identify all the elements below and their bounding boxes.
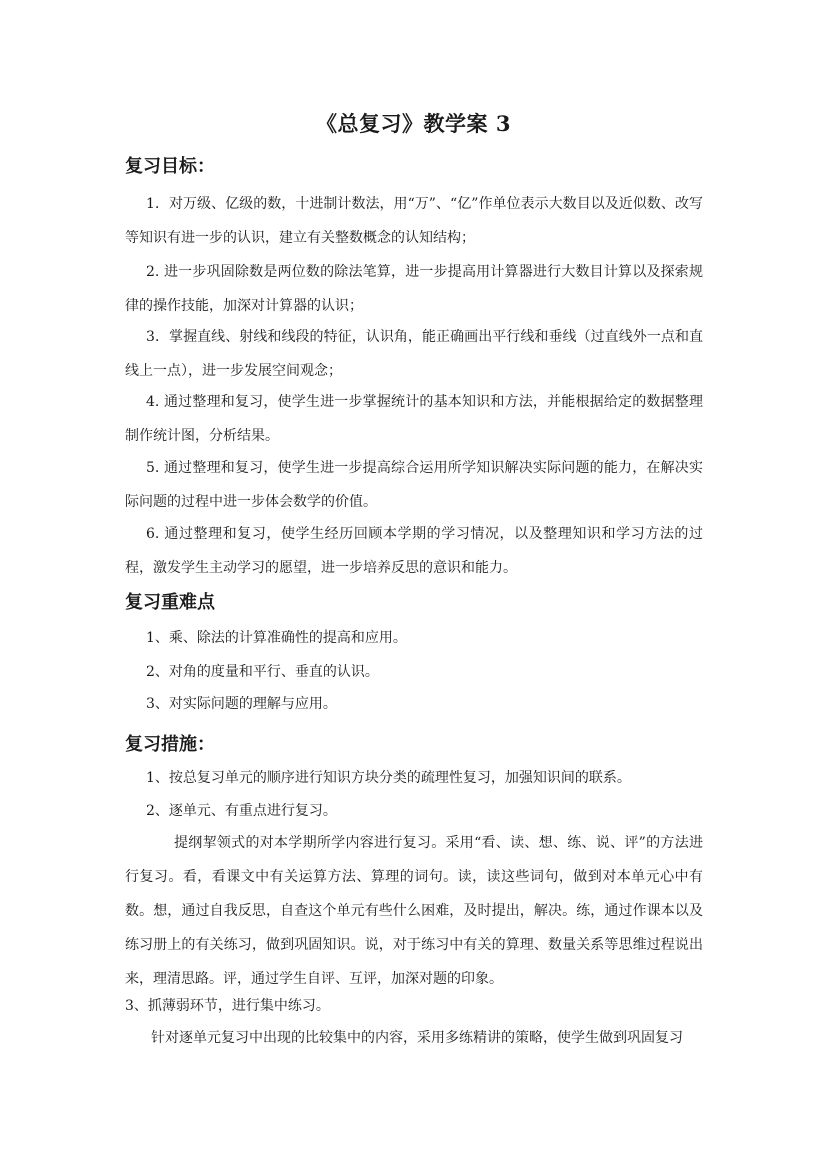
measure-item-3-detail: 针对逐单元复习中出现的比较集中的内容，采用多练精讲的策略，使学生做到巩固复习 (151, 1030, 683, 1046)
goal-item-3: 3．掌握直线、射线和线段的特征，认识角，能正确画出平行线和垂线（过直线外一点和直线上一点），进一步发展空间观念； (125, 329, 703, 379)
document-title: 《总复习》教学案 3 (316, 111, 511, 136)
measures-heading: 复习措施： (125, 734, 215, 755)
key-points-heading: 复习重难点 (125, 592, 215, 613)
measure-item-1: 1、按总复习单元的顺序进行知识方块分类的疏理性复习，加强知识间的联系。 (146, 770, 631, 786)
goal-item-4: 4. 通过整理和复习，使学生进一步掌握统计的基本知识和方法，并能根据给定的数据整理制作统计图，分析结果。 (125, 394, 703, 444)
measure-item-2: 2、逐单元、有重点进行复习。 (146, 803, 337, 819)
key-point-item-1: 1、乘、除法的计算准确性的提高和应用。 (146, 630, 407, 646)
goal-item-1: 1．对万级、亿级的数，十进制计数法，用“万”、“亿”作单位表示大数目以及近似数、改写等知识有进一步的认识，建立有关整数概念的认知结构； (125, 196, 703, 246)
key-point-item-2: 2、对角的度量和平行、垂直的认识。 (146, 664, 379, 680)
measure-item-2-detail: 提纲挈领式的对本学期所学内容进行复习。采用“看、读、想、练、说、评”的方法进行复习。看，看课文中有关运算方法、算理的词句。读，读这些词句，做到对本单元心中有数。想，通过自我反思，自查这个单元有些什么困难，及时提出，解决。练，通过作课本以及练习册上的有关练习，做到巩固知识。说，对于练习中有关的算理、数量关系等思维过程说出来，理清思路。评，通过学生自评、互评，加深对题的印象。 (125, 835, 703, 987)
goal-item-2: 2. 进一步巩固除数是两位数的除法笔算，进一步提高用计算器进行大数目计算以及探索规律的操作技能，加深对计算器的认识； (125, 264, 703, 314)
goals-heading: 复习目标： (125, 156, 215, 177)
measure-item-3: 3、抓薄弱环节，进行集中练习。 (125, 998, 330, 1014)
goal-item-5: 5. 通过整理和复习，使学生进一步提高综合运用所学知识解决实际问题的能力，在解决实际问题的过程中进一步体会数学的价值。 (125, 460, 703, 510)
key-point-item-3: 3、对实际问题的理解与应用。 (146, 696, 337, 712)
goal-item-6: 6. 通过整理和复习，使学生经历回顾本学期的学习情况，以及整理知识和学习方法的过程，激发学生主动学习的愿望，进一步培养反思的意识和能力。 (125, 526, 703, 576)
